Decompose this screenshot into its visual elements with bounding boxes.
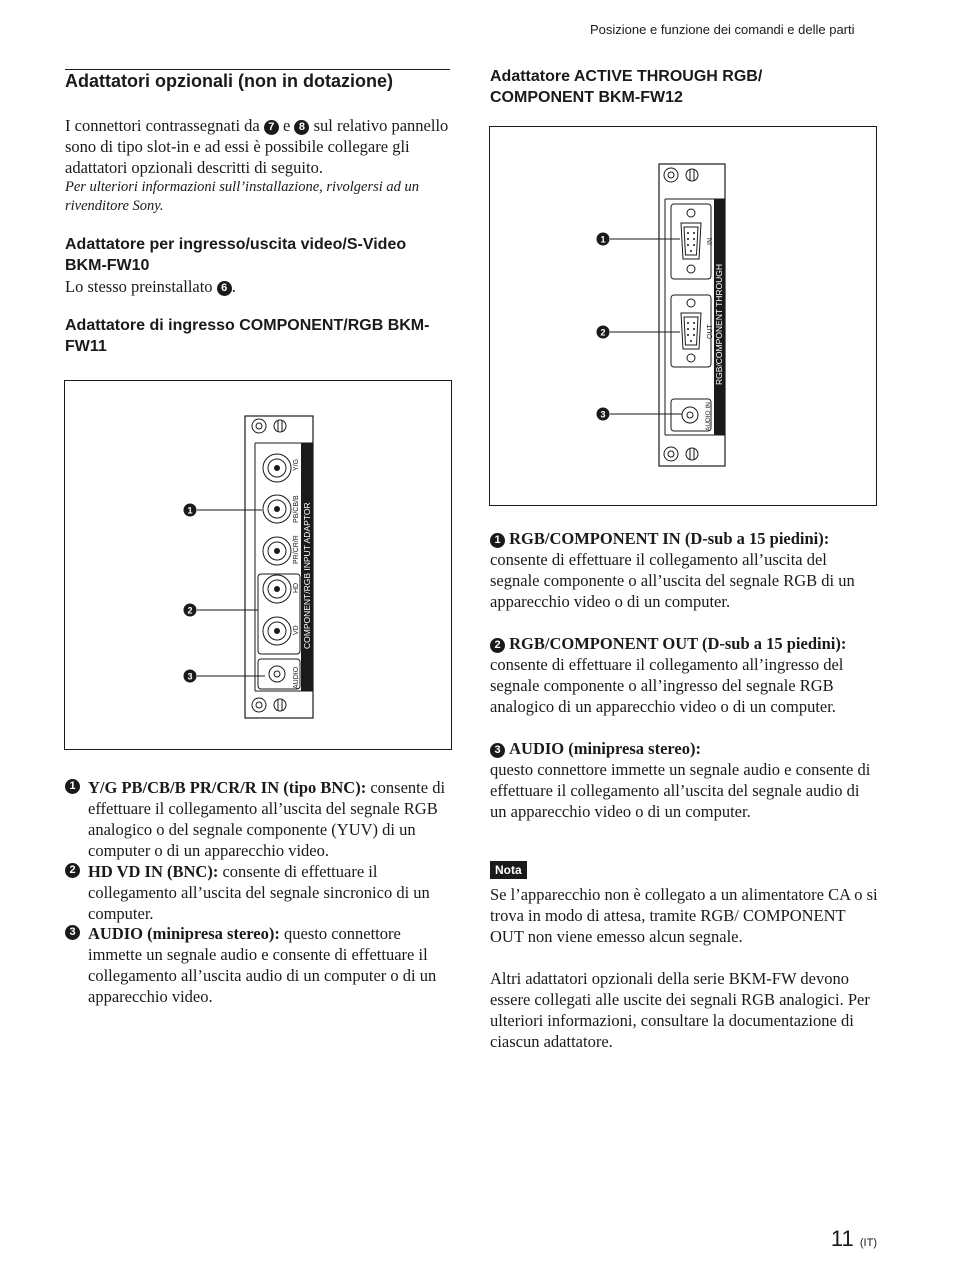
fw11-diagram (65, 381, 451, 749)
running-head: Posizione e funzione dei comandi e delle parti (590, 22, 855, 37)
fw11-callout-3: 3 (187, 671, 193, 682)
fw11-item-2 (65, 861, 450, 924)
fw12-item-3-label: AUDIO (minipresa stereo): (509, 739, 701, 758)
nota-label: Nota (490, 861, 527, 879)
fw11-item-3-label: AUDIO (minipresa stereo): (88, 924, 280, 943)
fw10-text (65, 276, 450, 297)
page-number (831, 1226, 877, 1252)
fw10-text-tail: . (231, 277, 236, 296)
fw10-text-body: Lo stesso preinstallato (65, 277, 217, 296)
fw11-item-3-num: 3 (65, 925, 80, 940)
page-number-lang: (IT) (859, 1237, 877, 1249)
fw11-item-1-num: 1 (65, 779, 80, 794)
fw11-jack-label-hd: HD (293, 582, 300, 593)
fw12-item-3-text: questo connettore immette un segnale audio e consente di effettuare il collegamento all’uscita del segnale audio di un apparecchio video o di un computer. (490, 760, 871, 821)
fw11-item-1-text: consente di effettuare il collegamento all’uscita del segnale RGB analogico o del segnale componente (YUV) di un computer o di un apparecchio video. (88, 778, 446, 860)
fw12-item-1-text: consente di effettuare il collegamento all’uscita del segnale componente o all’uscita del segnale RGB di un apparecchio video o di un computer. (490, 550, 855, 611)
intro-note: Per ulteriori informazioni sull’installazione, rivolgersi ad un rivenditore Sony. (65, 179, 420, 214)
fw11-jack-label-pr: PR/CR/R (293, 535, 300, 564)
fw12-item-3 (490, 738, 878, 822)
marker-8: 8 (294, 120, 309, 135)
fw12-item-2-label: RGB/COMPONENT OUT (D-sub a 15 piedini): (509, 634, 847, 653)
fw11-figure (64, 380, 452, 750)
fw11-callout-1: 1 (187, 505, 193, 516)
page-number-value: 11 (830, 1226, 854, 1251)
fw12-item-2 (490, 633, 878, 717)
fw11-jack-label-yg: Y/G (293, 458, 300, 471)
fw11-panel-label: COMPONENT/RGB INPUT ADAPTOR (302, 502, 312, 649)
fw12-jack-label-audio: AUDIO IN (705, 402, 712, 431)
fw12-item-2-text: consente di effettuare il collegamento all’ingresso del segnale componente o all’ingresso del segnale RGB analogico di un apparecchio video o di un computer. (490, 655, 844, 716)
fw12-item-2-num: 2 (490, 638, 505, 653)
fw11-jack-label-vd: VD (293, 625, 300, 635)
fw11-jack-label-audio: AUDIO (293, 666, 300, 689)
fw12-figure (489, 126, 877, 506)
fw12-jack-label-out: OUT (707, 324, 714, 339)
fw12-jack-label-in: IN (707, 238, 714, 245)
intro-text-1: I connettori contrassegnati da (65, 116, 264, 135)
fw11-callout-2: 2 (187, 605, 193, 616)
section-title: Adattatori opzionali (non in dotazione) (65, 71, 393, 91)
nota-text: Se l’apparecchio non è collegato a un alimentatore CA o si trova in modo di attesa, tramite RGB/ COMPONENT OUT non viene emesso alcun segnale. (490, 885, 878, 946)
fw11-item-1 (65, 777, 450, 861)
fw12-callout-1: 1 (600, 234, 606, 245)
fw12-item-3-num: 3 (490, 743, 505, 758)
intro-text-3: sul relativo pannello sono di tipo slot-in e ad essi è possibile collegare gli adattatori opzionali descritti di seguito. (65, 116, 449, 177)
intro-text-2: e (278, 116, 295, 135)
nota-badge (490, 861, 527, 879)
marker-7: 7 (264, 120, 279, 135)
fw12-panel-label: RGB/COMPONENT THROUGH (714, 263, 724, 385)
fw11-item-3-text: questo connettore immette un segnale audio e consente di effettuare il collegamento all’uscita audio di un computer o di un apparecchio video. (88, 924, 437, 1006)
fw11-item-1-label: Y/G PB/CB/B PR/CR/R IN (tipo BNC): (88, 778, 367, 797)
fw11-item-3 (65, 923, 450, 1007)
fw12-diagram (490, 127, 876, 505)
fw11-item-2-num: 2 (65, 863, 80, 878)
fw12-callout-2: 2 (600, 327, 606, 338)
fw11-jack-label-pb: PB/CB/B (293, 495, 300, 523)
fw12-item-1 (490, 528, 878, 612)
section-rule (65, 69, 450, 70)
marker-6: 6 (217, 281, 232, 296)
fw10-title: Adattatore per ingresso/uscita video/S-Video BKM-FW10 (65, 236, 407, 274)
nota-extra-text: Altri adattatori opzionali della serie BKM-FW devono essere collegati alle uscite dei segnali RGB analogici. Per ulteriori informazioni, consultare la documentazione di ciascun adattatore. (490, 969, 870, 1051)
fw12-callout-3: 3 (600, 409, 606, 420)
fw11-item-2-label: HD VD IN (BNC): (88, 862, 219, 881)
intro-paragraph (65, 115, 450, 178)
fw12-item-1-num: 1 (490, 533, 505, 548)
fw11-item-2-text: consente di effettuare il collegamento all’uscita del segnale sincronico di un computer. (88, 862, 430, 923)
fw12-title: Adattatore ACTIVE THROUGH RGB/ COMPONENT BKM-FW12 (490, 68, 763, 106)
fw12-item-1-label: RGB/COMPONENT IN (D-sub a 15 piedini): (509, 529, 830, 548)
fw11-title: Adattatore di ingresso COMPONENT/RGB BKM-FW11 (65, 317, 430, 355)
